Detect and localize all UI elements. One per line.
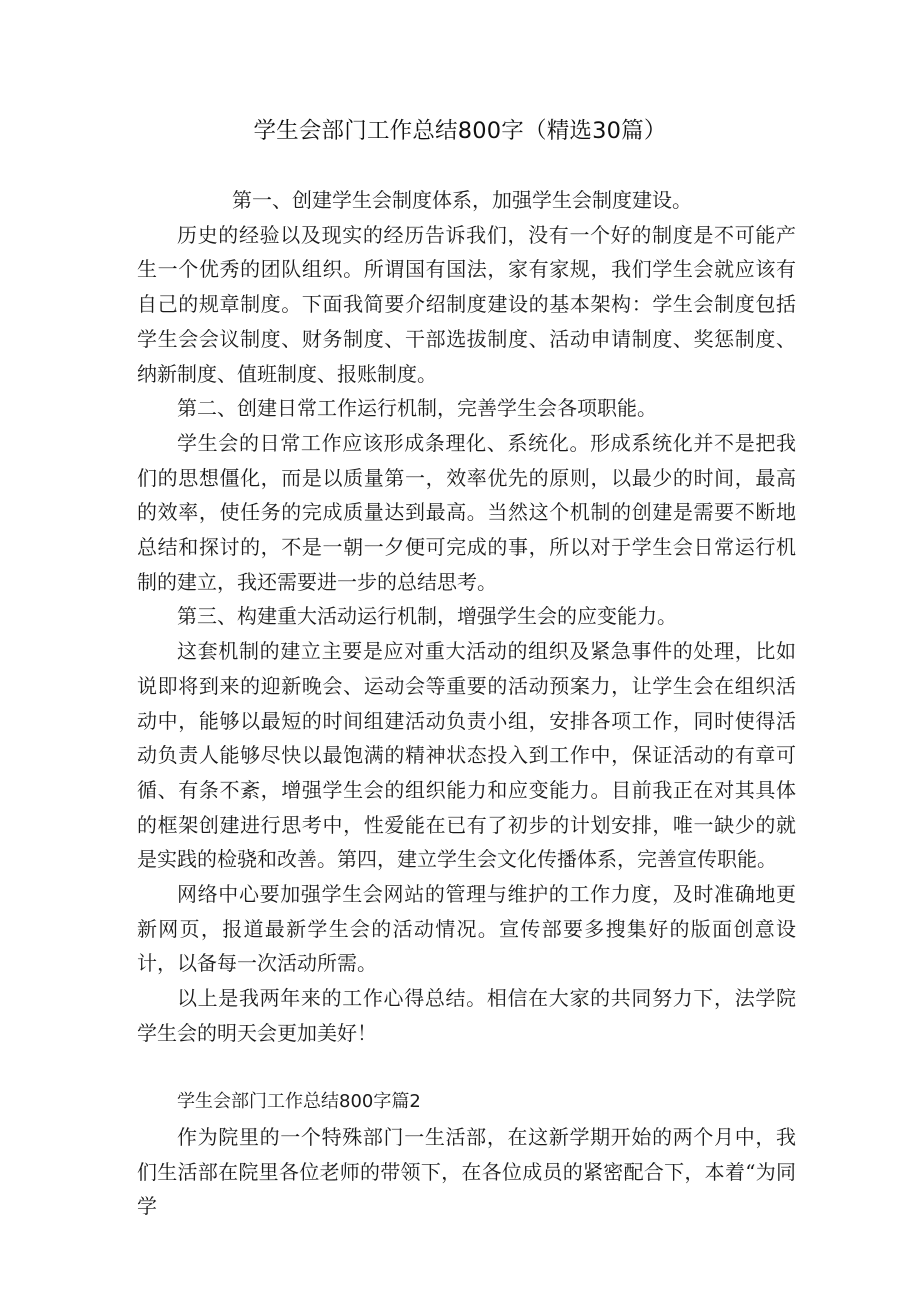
paragraph-8: 以上是我两年来的工作心得总结。相信在大家的共同努力下，法学院学生会的明天会更加美好！ [137,986,796,1045]
paragraph-7: 网络中心要加强学生会网站的管理与维护的工作力度，及时准确地更新网页，报道最新学生会的活动情况。宣传部要多搜集好的版面创意设计，以备每一次活动所需。 [137,882,796,976]
paragraph-1: 第一、创建学生会制度体系，加强学生会制度建设。 [232,188,692,212]
section-2-paragraph: 作为院里的一个特殊部门一生活部，在这新学期开始的两个月中，我们生活部在院里各位老师的带领下，在各位成员的紧密配合下，本着“为同学 [137,1124,796,1219]
section-2-heading: 学生会部门工作总结800字篇2 [177,1091,421,1113]
paragraph-4: 学生会的日常工作应该形成条理化、系统化。形成系统化并不是把我们的思想僵化，而是以质量第一，效率优先的原则，以最少的时间，最高的效率，使任务的完成质量达到最高。当然这个机制的创建是需要不断地总结和探讨的，不是一朝一夕便可完成的事，所以对于学生会日常运行机制的建立，我还需要进一步的总结思考。 [137,430,796,594]
paragraph-6: 这套机制的建立主要是应对重大活动的组织及紧急事件的处理，比如说即将到来的迎新晚会、运动会等重要的活动预案力，让学生会在组织活动中，能够以最短的时间组建活动负责小组，安排各项工作，同时使得活动负责人能够尽快以最饱满的精神状态投入到工作中，保证活动的有章可循、有条不紊，增强学生会的组织能力和应变能力。目前我正在对其具体的框架创建进行思考中，性爱能在已有了初步的计划安排，唯一缺少的就是实践的检骁和改善。第四，建立学生会文化传播体系，完善宣传职能。 [137,639,796,872]
paragraph-3: 第二、创建日常工作运行机制，完善学生会各项职能。 [177,396,657,421]
document-body [137,183,796,1224]
paragraph-2: 历史的经验以及现实的经历告诉我们，没有一个好的制度是不可能产生一个优秀的团队组织。所谓国有国法，家有家规，我们学生会就应该有自己的规章制度。下面我简要介绍制度建设的基本架构：学生会制度包括学生会会议制度、财务制度、干部选拔制度、活动申请制度、奖惩制度、纳新制度、值班制度、报账制度。 [137,222,796,386]
document-title: 学生会部门工作总结800字（精选30篇） [253,118,667,144]
section-spacer [137,1051,796,1086]
paragraph-5: 第三、构建重大活动运行机制，增强学生会的应变能力。 [177,604,677,629]
